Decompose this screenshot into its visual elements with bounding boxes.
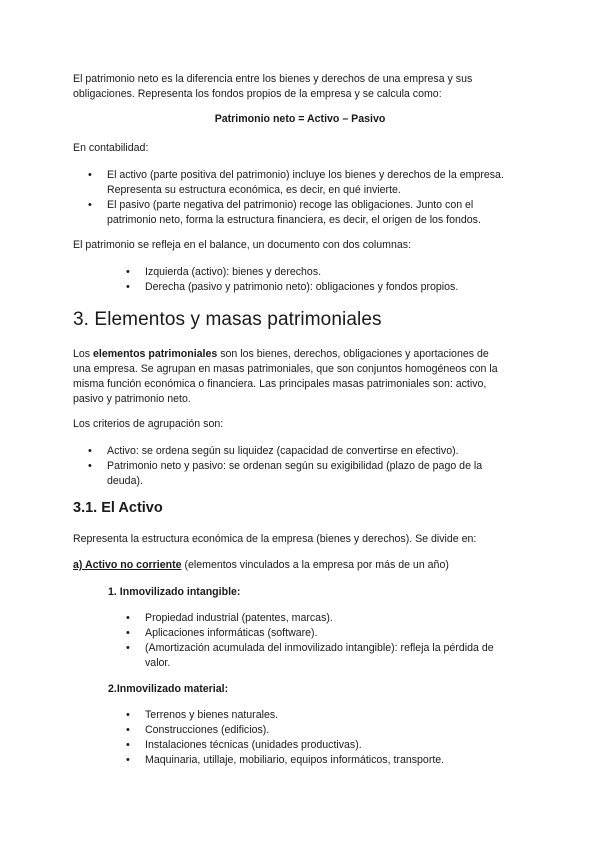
list-item-line-1: (Amortización acumulada del inmovilizado intangible): refleja la pérdida de [145, 642, 494, 654]
list-item-line-2: patrimonio neto, forma la estructura financiera, es decir, el origen de los fondos. [107, 214, 481, 226]
elementos-paragraph [73, 347, 533, 407]
elementos-line-3: misma función económica o financiera. Las principales masas patrimoniales son: activo, [73, 378, 487, 390]
elementos-line-4: pasivo y patrimonio neto. [73, 393, 191, 405]
list-item [107, 444, 547, 459]
elementos-text-pre: Los [73, 348, 94, 360]
columns-list [145, 265, 545, 295]
list-item: • Terrenos y bienes naturales. [145, 708, 545, 723]
list-item: • Aplicaciones informáticas (software). [145, 626, 545, 641]
intro-line-1: El patrimonio neto es la diferencia entre los bienes y derechos de una empresa y sus [73, 73, 473, 85]
balance-paragraph: El patrimonio se refleja en el balance, un documento con dos columnas: [73, 239, 412, 251]
list-item [107, 459, 547, 489]
inmovilizado-intangible-list [145, 611, 545, 671]
criterios-list [107, 444, 547, 489]
list-item-line-1: El pasivo (parte negativa del patrimonio) recoge las obligaciones. Junto con el [107, 199, 474, 211]
list-item-line-1: Activo: se ordena según su liquidez (capacidad de convertirse en efectivo). [107, 445, 459, 457]
contabilidad-list [107, 168, 547, 228]
list-item-line-1: El activo (parte positiva del patrimonio) incluye los bienes y derechos de la empresa. [107, 169, 504, 181]
inmovilizado-material-list [145, 708, 545, 768]
elementos-line-2: una empresa. Se agrupan en masas patrimoniales, que son conjuntos homogéneos con la [73, 363, 498, 375]
inmovilizado-intangible-heading: 1. Inmovilizado intangible: [108, 586, 241, 598]
list-item-line-2: Representa su estructura económica, es decir, en qué invierte. [107, 184, 401, 196]
formula: Patrimonio neto = Activo – Pasivo [214, 113, 386, 125]
list-item [145, 641, 545, 671]
inmovilizado-material-heading: 2.Inmovilizado material: [108, 683, 229, 695]
list-item-line-2: deuda). [107, 475, 143, 487]
list-item [107, 198, 547, 228]
list-item: • Instalaciones técnicas (unidades productivas). [145, 738, 545, 753]
list-item: • Propiedad industrial (patentes, marcas). [145, 611, 545, 626]
activo-paragraph: Representa la estructura económica de la empresa (bienes y derechos). Se divide en: [73, 533, 477, 545]
list-item-line-2: valor. [145, 657, 171, 669]
section-3-1-heading: 3.1. El Activo [73, 500, 163, 516]
criterios-label: Los criterios de agrupación son: [73, 418, 224, 430]
elementos-bold-term: elementos patrimoniales [93, 348, 218, 360]
elementos-text-post: son los bienes, derechos, obligaciones y aportaciones de [217, 348, 489, 360]
intro-paragraph [73, 72, 533, 102]
list-item [107, 168, 547, 198]
list-item-line-1: Patrimonio neto y pasivo: se ordenan según su exigibilidad (plazo de pago de la [107, 460, 483, 472]
contabilidad-label: En contabilidad: [73, 142, 149, 154]
intro-line-2: obligaciones. Representa los fondos propios de la empresa y se calcula como: [73, 88, 442, 100]
activo-no-corriente-label: a) Activo no corriente [73, 559, 182, 571]
activo-no-corriente-desc: (elementos vinculados a la empresa por más de un año) [181, 559, 449, 571]
list-item: • Construcciones (edificios). [145, 723, 545, 738]
section-3-heading: 3. Elementos y masas patrimoniales [73, 309, 382, 330]
list-item: • Izquierda (activo): bienes y derechos. [145, 265, 545, 280]
list-item: • Maquinaria, utillaje, mobiliario, equipos informáticos, transporte. [145, 753, 545, 768]
activo-no-corriente-line [73, 558, 533, 573]
list-item: • Derecha (pasivo y patrimonio neto): obligaciones y fondos propios. [145, 280, 545, 295]
